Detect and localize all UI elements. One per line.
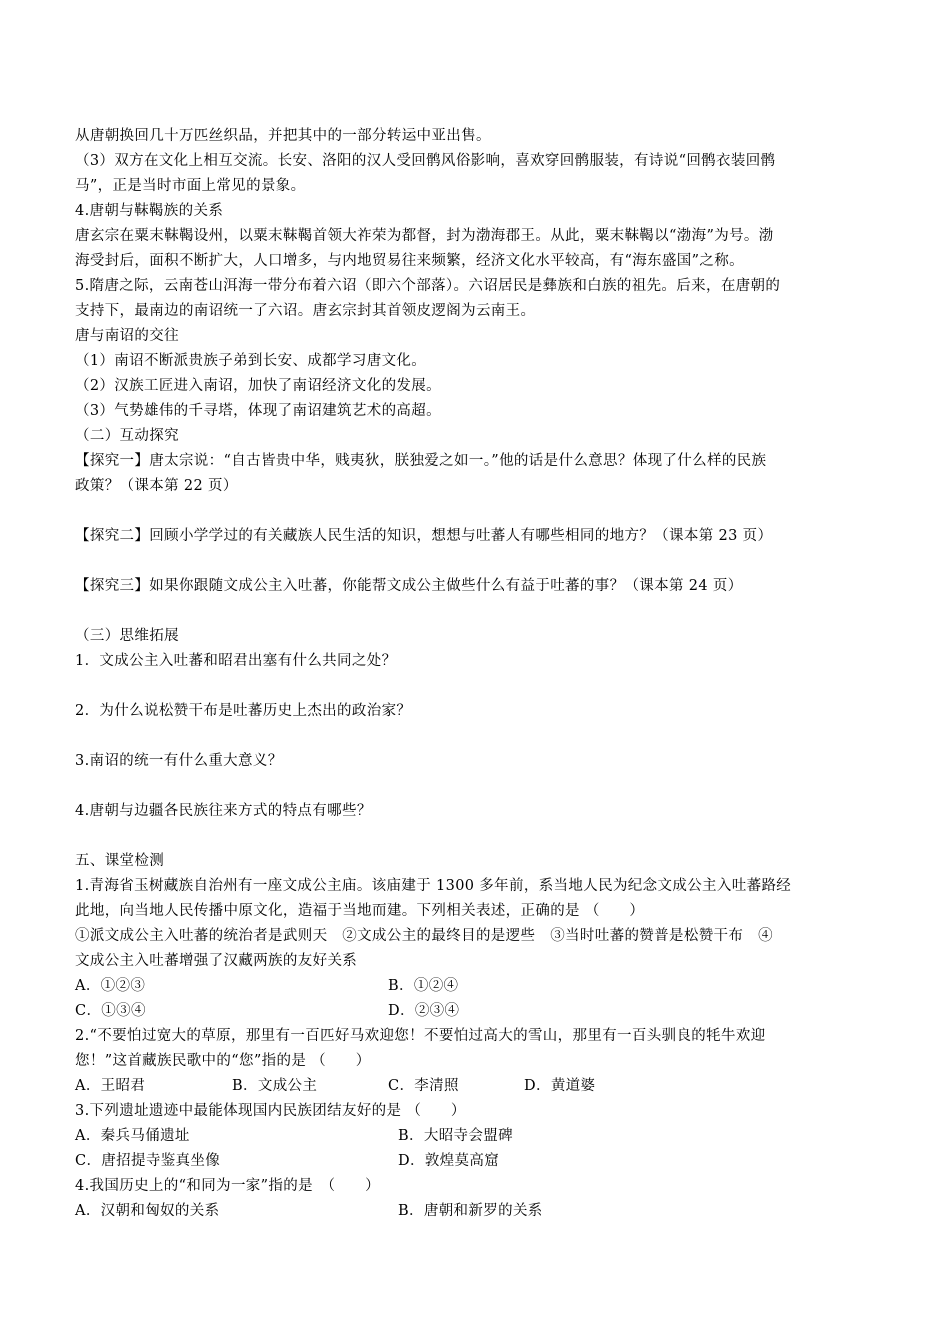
- inquiry-line: 【探究二】回顾小学学过的有关藏族人民生活的知识，想想与吐蕃人有哪些相同的地方？（课本第 23 页）: [75, 528, 773, 544]
- question-line: ①派文成公主入吐蕃的统治者是武则天 ②文成公主的最终目的是逻些 ③当时吐蕃的赞普是松赞干布 ④: [75, 928, 773, 944]
- option-text: A．秦兵马俑遗址: [75, 1128, 190, 1144]
- question-line: 1．文成公主入吐蕃和昭君出塞有什么共同之处？: [75, 653, 397, 669]
- option-text: D．②③④: [388, 1003, 460, 1019]
- section-heading: 唐与南诏的交往: [75, 328, 179, 344]
- section-heading: （二）互动探究: [75, 428, 179, 444]
- option-text: B．①②④: [388, 978, 459, 994]
- option-text: B．文成公主: [232, 1078, 318, 1094]
- inquiry-line: 【探究一】唐太宗说：“自古皆贵中华，贱夷狄，朕独爱之如一。”他的话是什么意思？体现了什么样的民族: [75, 453, 767, 469]
- option-text: D．黄道婆: [524, 1078, 596, 1094]
- text-line: 唐玄宗在粟末靺鞨设州，以粟末靺鞨首领大祚荣为都督，封为渤海郡王。从此，粟末靺鞨以“渤海”为号。渤: [75, 228, 774, 244]
- option-text: C．①③④: [75, 1003, 146, 1019]
- option-text: A．王昭君: [75, 1078, 146, 1094]
- question-line: 2．为什么说松赞干布是吐蕃历史上杰出的政治家？: [75, 703, 412, 719]
- option-text: C．李清照: [388, 1078, 459, 1094]
- question-line: 3.南诏的统一有什么重大意义？: [75, 753, 283, 769]
- text-line: 5.隋唐之际，云南苍山洱海一带分布着六诏（即六个部落）。六诏居民是彝族和白族的祖先。后来，在唐朝的: [75, 278, 781, 294]
- option-text: C．唐招提寺鉴真坐像: [75, 1153, 221, 1169]
- text-line: 支持下，最南边的南诏统一了六诏。唐玄宗封其首领皮逻阁为云南王。: [75, 303, 536, 319]
- question-line: 文成公主入吐蕃增强了汉藏两族的友好关系: [75, 953, 358, 969]
- section-heading: （三）思维拓展: [75, 628, 179, 644]
- text-line: （3）气势雄伟的千寻塔，体现了南诏建筑艺术的高超。: [75, 403, 441, 419]
- option-text: D．敦煌莫高窟: [398, 1153, 500, 1169]
- inquiry-line: 【探究三】如果你跟随文成公主入吐蕃，你能帮文成公主做些什么有益于吐蕃的事？（课本第 24 页）: [75, 578, 743, 594]
- question-line: 此地，向当地人民传播中原文化，造福于当地而建。下列相关表述，正确的是 （ ）: [75, 903, 645, 919]
- question-line: 2.“不要怕过宽大的草原，那里有一百匹好马欢迎您！不要怕过高大的雪山，那里有一百头驯良的牦牛欢迎: [75, 1028, 766, 1044]
- text-line: （3）双方在文化上相互交流。长安、洛阳的汉人受回鹘风俗影响，喜欢穿回鹘服装，有诗说“回鹘衣装回鹘: [75, 153, 776, 169]
- option-text: A．汉朝和匈奴的关系: [75, 1203, 220, 1219]
- section-heading: 4.唐朝与靺鞨族的关系: [75, 203, 224, 219]
- text-line: 海受封后，面积不断扩大，人口增多，与内地贸易往来频繁，经济文化水平较高，有“海东盛国”之称。: [75, 253, 744, 269]
- option-text: B．大昭寺会盟碑: [398, 1128, 513, 1144]
- question-line: 1.青海省玉树藏族自治州有一座文成公主庙。该庙建于 1300 多年前，系当地人民为纪念文成公主入吐蕃路经: [75, 878, 792, 894]
- text-line: 马”，正是当时市面上常见的景象。: [75, 178, 306, 194]
- question-line: 您！”这首藏族民歌中的“您”指的是 （ ）: [75, 1053, 371, 1069]
- inquiry-line: 政策？（课本第 22 页）: [75, 478, 238, 494]
- text-line: （1）南诏不断派贵族子弟到长安、成都学习唐文化。: [75, 353, 427, 369]
- question-line: 4.我国历史上的“和同为一家”指的是 （ ）: [75, 1178, 380, 1194]
- option-text: B．唐朝和新罗的关系: [398, 1203, 543, 1219]
- text-line: （2）汉族工匠进入南诏，加快了南诏经济文化的发展。: [75, 378, 441, 394]
- option-text: A．①②③: [75, 978, 146, 994]
- section-heading: 五、课堂检测: [75, 853, 165, 869]
- question-line: 4.唐朝与边疆各民族往来方式的特点有哪些？: [75, 803, 372, 819]
- text-line: 从唐朝换回几十万匹丝织品，并把其中的一部分转运中亚出售。: [75, 128, 491, 144]
- question-line: 3.下列遗址遗迹中最能体现国内民族团结友好的是 （ ）: [75, 1103, 466, 1119]
